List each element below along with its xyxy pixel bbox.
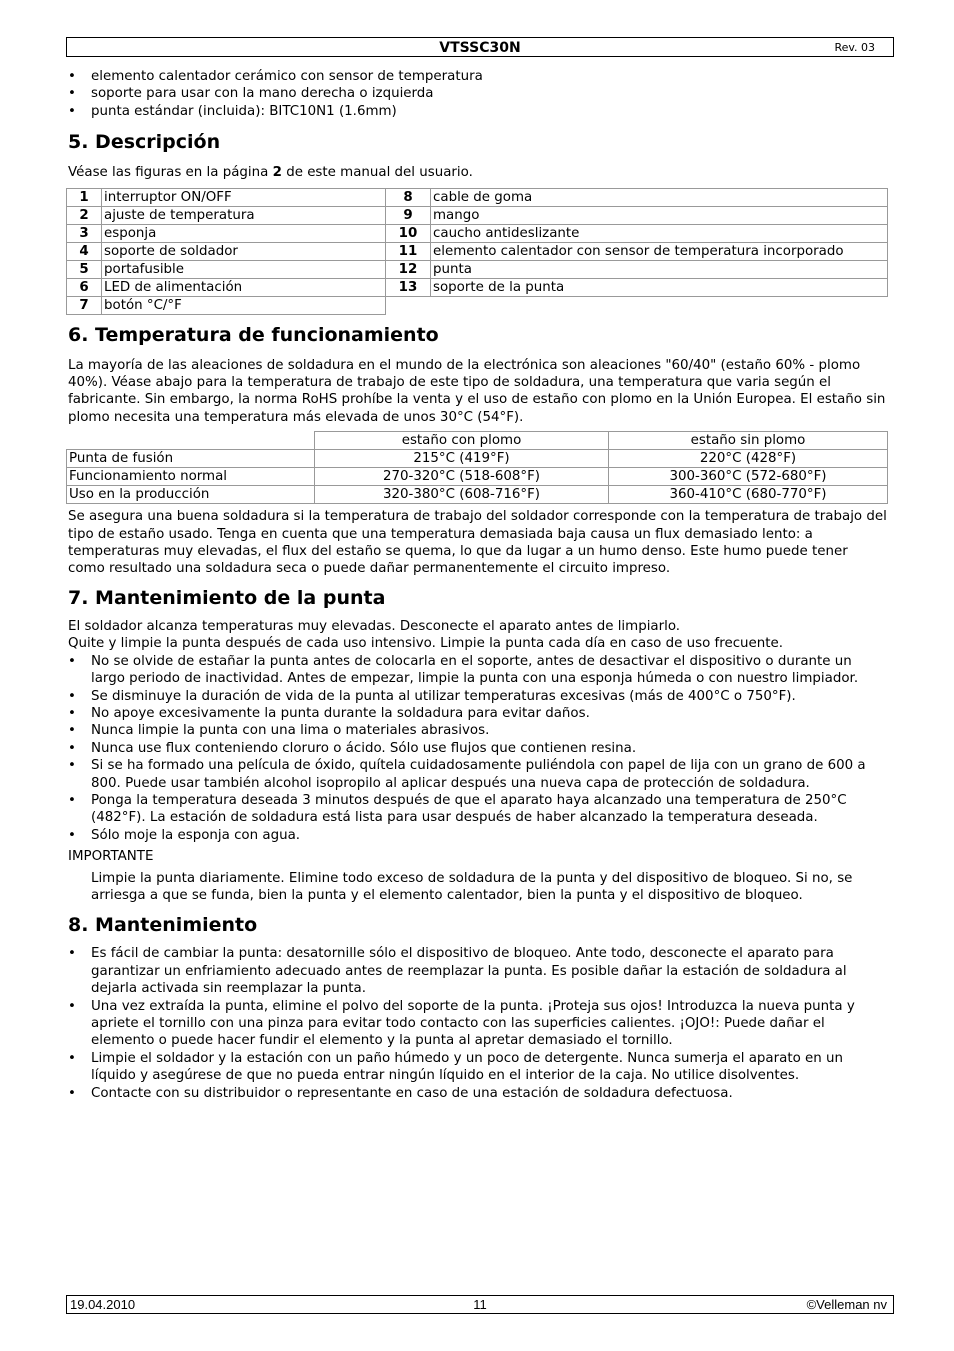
section-5-title: 5. Descripción <box>68 131 221 154</box>
item-number: 11 <box>386 242 431 260</box>
list-item: • Nunca limpie la punta con una lima o materiales abrasivos. <box>68 722 888 739</box>
table-row <box>67 278 888 296</box>
page-header <box>66 37 894 57</box>
page-number: 11 <box>473 1297 487 1312</box>
cell-value: 300-360°C (572-680°F) <box>609 468 888 486</box>
intro-list <box>68 68 888 120</box>
text-before: Véase las figuras en la página <box>68 165 273 181</box>
item-label: cable de goma <box>431 188 888 206</box>
item-label: ajuste de temperatura <box>102 206 386 224</box>
description-table <box>66 188 888 315</box>
list-item: • No apoye excesivamente la punta durante la soldadura para evitar daños. <box>68 705 888 722</box>
cell-value: 320-380°C (608-716°F) <box>315 486 609 504</box>
item-label: elemento calentador con sensor de temperatura incorporado <box>431 242 888 260</box>
list-item: • punta estándar (incluida): BITC10N1 (1.6mm) <box>68 103 888 120</box>
table-row <box>67 296 888 314</box>
list-item: • Limpie el soldador y la estación con un paño húmedo y un poco de detergente. Nunca sumerja el aparato en un líquido y asegúrese de que no pueda entrar ningún líquido en el interior de la caja. No utilice disolventes. <box>68 1050 888 1085</box>
section-7-title: 7. Mantenimiento de la punta <box>68 586 386 609</box>
list-item: • Si se ha formado una película de óxido, quítela cuidadosamente puliéndola con papel de lija con un grano de 600 a 800. Puede usar también alcohol isopropilo al aplicar después una nueva capa de protección de soldadura. <box>68 757 888 792</box>
item-number: 3 <box>67 224 102 242</box>
item-label: caucho antideslizante <box>431 224 888 242</box>
empty-cell <box>67 432 315 450</box>
item-label: soporte de la punta <box>431 278 888 296</box>
item-number: 9 <box>386 206 431 224</box>
item-label: portafusible <box>102 260 386 278</box>
column-header: estaño con plomo <box>315 432 609 450</box>
list-item: • Nunca use flux conteniendo cloruro o ácido. Sólo use flujos que contienen resina. <box>68 740 888 757</box>
text-after: de este manual del usuario. <box>281 165 473 181</box>
list-item: • elemento calentador cerámico con sensor de temperatura <box>68 68 888 85</box>
list-item: • Es fácil de cambiar la punta: desatornille sólo el dispositivo de bloqueo. Ante todo, desconecte el aparato para garantizar un enfriamiento adecuado antes de reemplazar la punta. Es posible dañar la estación de soldadura al dejarla activada sin reemplazar la punta. <box>68 945 888 997</box>
table-row <box>67 242 888 260</box>
column-header: estaño sin plomo <box>609 432 888 450</box>
table-row <box>67 450 888 468</box>
item-number: 1 <box>67 188 102 206</box>
important-text: Limpie la punta diariamente. Elimine todo exceso de soldadura de la punta y del dispositivo de bloqueo. Si no, se arriesga a que se funda, bien la punta y el elemento calentador, bien la punta y el dispositivo de bloqueo. <box>91 870 853 903</box>
page-ref: 2 <box>272 165 282 181</box>
item-label: esponja <box>102 224 386 242</box>
item-number: 12 <box>386 260 431 278</box>
item-label: LED de alimentación <box>102 278 386 296</box>
table-row <box>67 206 888 224</box>
section-8-title: 8. Mantenimiento <box>68 914 258 937</box>
section-6-intro: La mayoría de las aleaciones de soldadura en el mundo de la electrónica son aleaciones "60/40" (estaño 60% - plomo 40%). Véase abajo para la temperatura de trabajo de este tipo de soldadura, una temperatura que varia según el fabricante. Sin embargo, la norma RoHS prohíbe la venta y el uso de estaño con plomo en la Unión Europea. El estaño sin plomo necesita una temperatura más elevada de unos 30°C (54°F). <box>68 357 886 425</box>
copyright: ©Velleman nv <box>806 1297 887 1312</box>
item-number: 4 <box>67 242 102 260</box>
section-7-line2: Quite y limpie la punta después de cada uso intensivo. Limpie la punta cada día en caso de uso frecuente. <box>68 636 784 652</box>
item-label: soporte de soldador <box>102 242 386 260</box>
item-number: 5 <box>67 260 102 278</box>
section-7-line1: El soldador alcanza temperaturas muy elevadas. Desconecte el aparato antes de limpiarlo. <box>68 618 681 634</box>
cell-value: 215°C (419°F) <box>315 450 609 468</box>
cell-value: 270-320°C (518-608°F) <box>315 468 609 486</box>
item-label: interruptor ON/OFF <box>102 188 386 206</box>
item-number: 13 <box>386 278 431 296</box>
item-label: punta <box>431 260 888 278</box>
list-item: • Ponga la temperatura deseada 3 minutos después de que el aparato haya alcanzado una temperatura de 250°C (482°F). La estación de soldadura está lista para usar después de haber alcanzado la temperatura deseada. <box>68 792 888 827</box>
table-row <box>67 486 888 504</box>
list-item: • No se olvide de estañar la punta antes de colocarla en el soporte, antes de desactivar el dispositivo o durante un largo periodo de inactividad. Antes de empezar, limpie la punta con una esponja húmeda o con nuestro limpiador. <box>68 653 888 688</box>
revision-label: Rev. 03 <box>834 41 875 54</box>
row-label: Funcionamiento normal <box>67 468 315 486</box>
maintenance-list <box>68 945 888 1102</box>
cell-value: 220°C (428°F) <box>609 450 888 468</box>
list-item: • Contacte con su distribuidor o representante en caso de una estación de soldadura defectuosa. <box>68 1085 888 1102</box>
item-number: 2 <box>67 206 102 224</box>
table-row <box>67 468 888 486</box>
document-body <box>68 68 888 1102</box>
item-number: 6 <box>67 278 102 296</box>
list-item: • Se disminuye la duración de vida de la punta al utilizar temperaturas excesivas (más de 400°C o 750°F). <box>68 688 888 705</box>
maintenance-tip-list <box>68 653 888 844</box>
row-label: Uso en la producción <box>67 486 315 504</box>
list-item: • Una vez extraída la punta, elimine el polvo del soporte de la punta. ¡Proteja sus ojos! Introduzca la nueva punta y apriete el tornillo con una pinza para evitar todo contacto con las superficies calientes. ¡OJO!: Puede dañar el elemento o puede hacer fundir el elemento y la punta al apretar demasiado el tornillo. <box>68 998 888 1050</box>
item-label: botón °C/°F <box>102 296 386 314</box>
section-5-text <box>68 164 888 181</box>
important-label: IMPORTANTE <box>68 849 154 865</box>
row-label: Punta de fusión <box>67 450 315 468</box>
footer-date: 19.04.2010 <box>70 1297 136 1312</box>
item-number: 10 <box>386 224 431 242</box>
section-6-text: Se asegura una buena soldadura si la temperatura de trabajo del soldador corresponde con la temperatura de trabajo del tipo de estaño usado. Tenga en cuenta que una temperatura demasiada baja causa un flux demasiado lento: a temperaturas muy elevadas, el flux del estaño se quema, lo que da lugar a un humo denso. Este humo puede tener como resultado una soldadura seca o puede dañar permanentemente el circuito impreso. <box>68 509 887 577</box>
table-row <box>67 188 888 206</box>
page-footer <box>66 1295 894 1314</box>
item-number: 7 <box>67 296 102 314</box>
item-label: mango <box>431 206 888 224</box>
cell-value: 360-410°C (680-770°F) <box>609 486 888 504</box>
item-number: 8 <box>386 188 431 206</box>
section-6-title: 6. Temperatura de funcionamiento <box>68 323 439 346</box>
list-item: • soporte para usar con la mano derecha o izquierda <box>68 85 888 102</box>
table-header-row <box>67 432 888 450</box>
table-row <box>67 260 888 278</box>
list-item: • Sólo moje la esponja con agua. <box>68 827 888 844</box>
temperature-table <box>66 431 888 504</box>
table-row <box>67 224 888 242</box>
model-name: VTSSC30N <box>439 40 521 56</box>
empty-cell <box>386 296 888 314</box>
